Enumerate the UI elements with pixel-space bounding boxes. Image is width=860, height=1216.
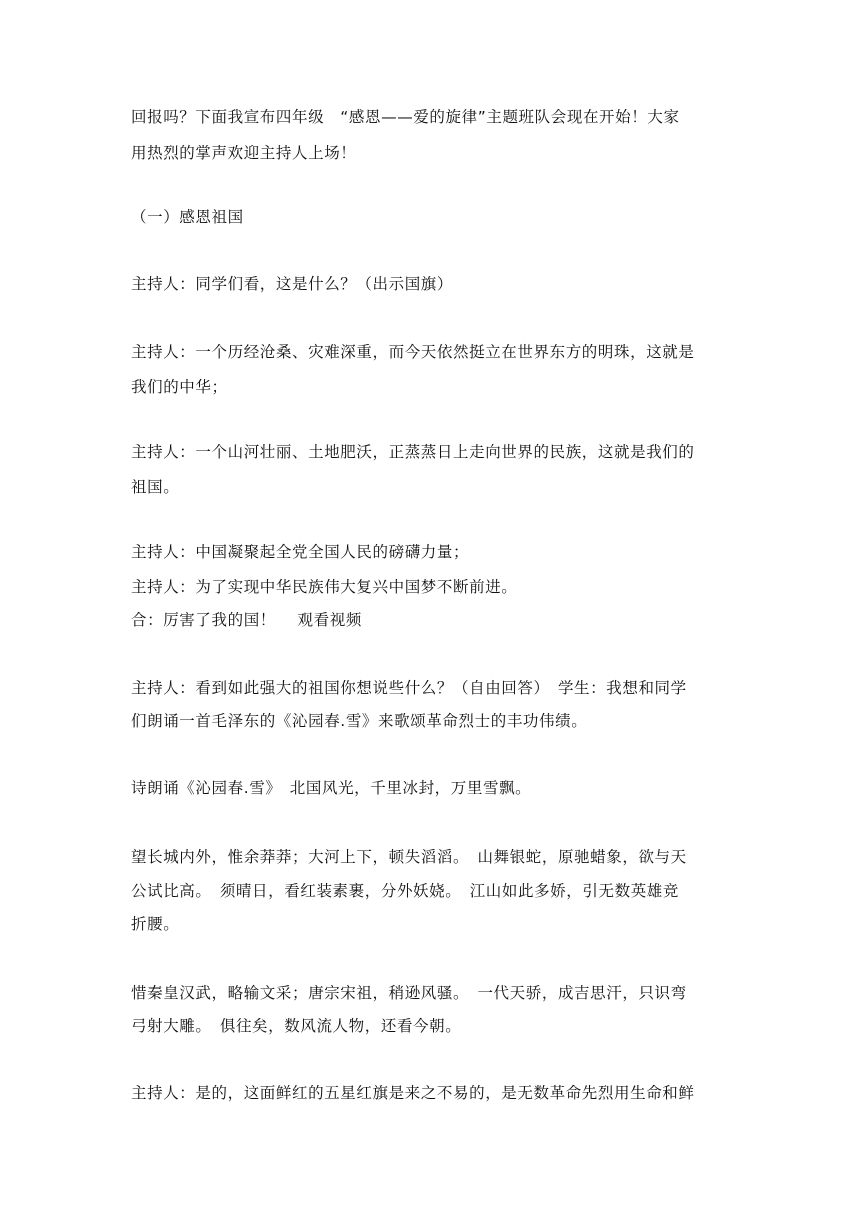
text-line: 主持人：是的，这面鲜红的五星红旗是来之不易的，是无数革命先烈用生命和鲜	[131, 1084, 695, 1102]
text-line: 公试比高。 须晴日，看红装素裹，分外妖娆。 江山如此多娇，引无数英雄竞	[131, 882, 680, 900]
text-line: 主持人：同学们看，这是什么？（出示国旗）	[131, 275, 454, 293]
text-line: 惜秦皇汉武，略输文采；唐宗宋祖，稍逊风骚。 一代天骄，成吉思汗，只识弯	[131, 984, 687, 1002]
text-line: 我们的中华；	[131, 378, 228, 396]
text-line: 合：厉害了我的国！ 观看视频	[131, 611, 362, 629]
text-line: 主持人：一个山河壮丽、土地肥沃，正蒸蒸日上走向世界的民族，这就是我们的	[131, 443, 695, 461]
text-line: 回报吗？下面我宣布四年级 “感恩——爱的旋律”主题班队会现在开始！大家	[131, 108, 680, 126]
text-line: 望长城内外，惟余莽莽；大河上下，顿失滔滔。 山舞银蛇，原驰蜡象，欲与天	[131, 848, 687, 866]
text-line: 们朗诵一首毛泽东的《沁园春.雪》来歌颂革命烈士的丰功伟绩。	[131, 712, 588, 730]
text-line: 折腰。	[131, 915, 180, 933]
text-line: 诗朗诵《沁园春.雪》 北国风光，千里冰封，万里雪飘。	[131, 779, 532, 797]
section-heading: （一）感恩祖国	[131, 208, 244, 226]
text-line: 祖国。	[131, 478, 180, 496]
text-line: 主持人：一个历经沧桑、灾难深重，而今天依然挺立在世界东方的明珠，这就是	[131, 343, 695, 361]
text-line: 主持人：看到如此强大的祖国你想说些什么？（自由回答） 学生：我想和同学	[131, 679, 687, 697]
text-line: 弓射大雕。 俱往矣，数风流人物，还看今朝。	[131, 1017, 462, 1035]
text-line: 用热烈的掌声欢迎主持人上场！	[131, 144, 357, 162]
text-line: 主持人：为了实现中华民族伟大复兴中国梦不断前进。	[131, 578, 518, 596]
text-line: 主持人：中国凝聚起全党全国人民的磅礴力量；	[131, 543, 470, 561]
